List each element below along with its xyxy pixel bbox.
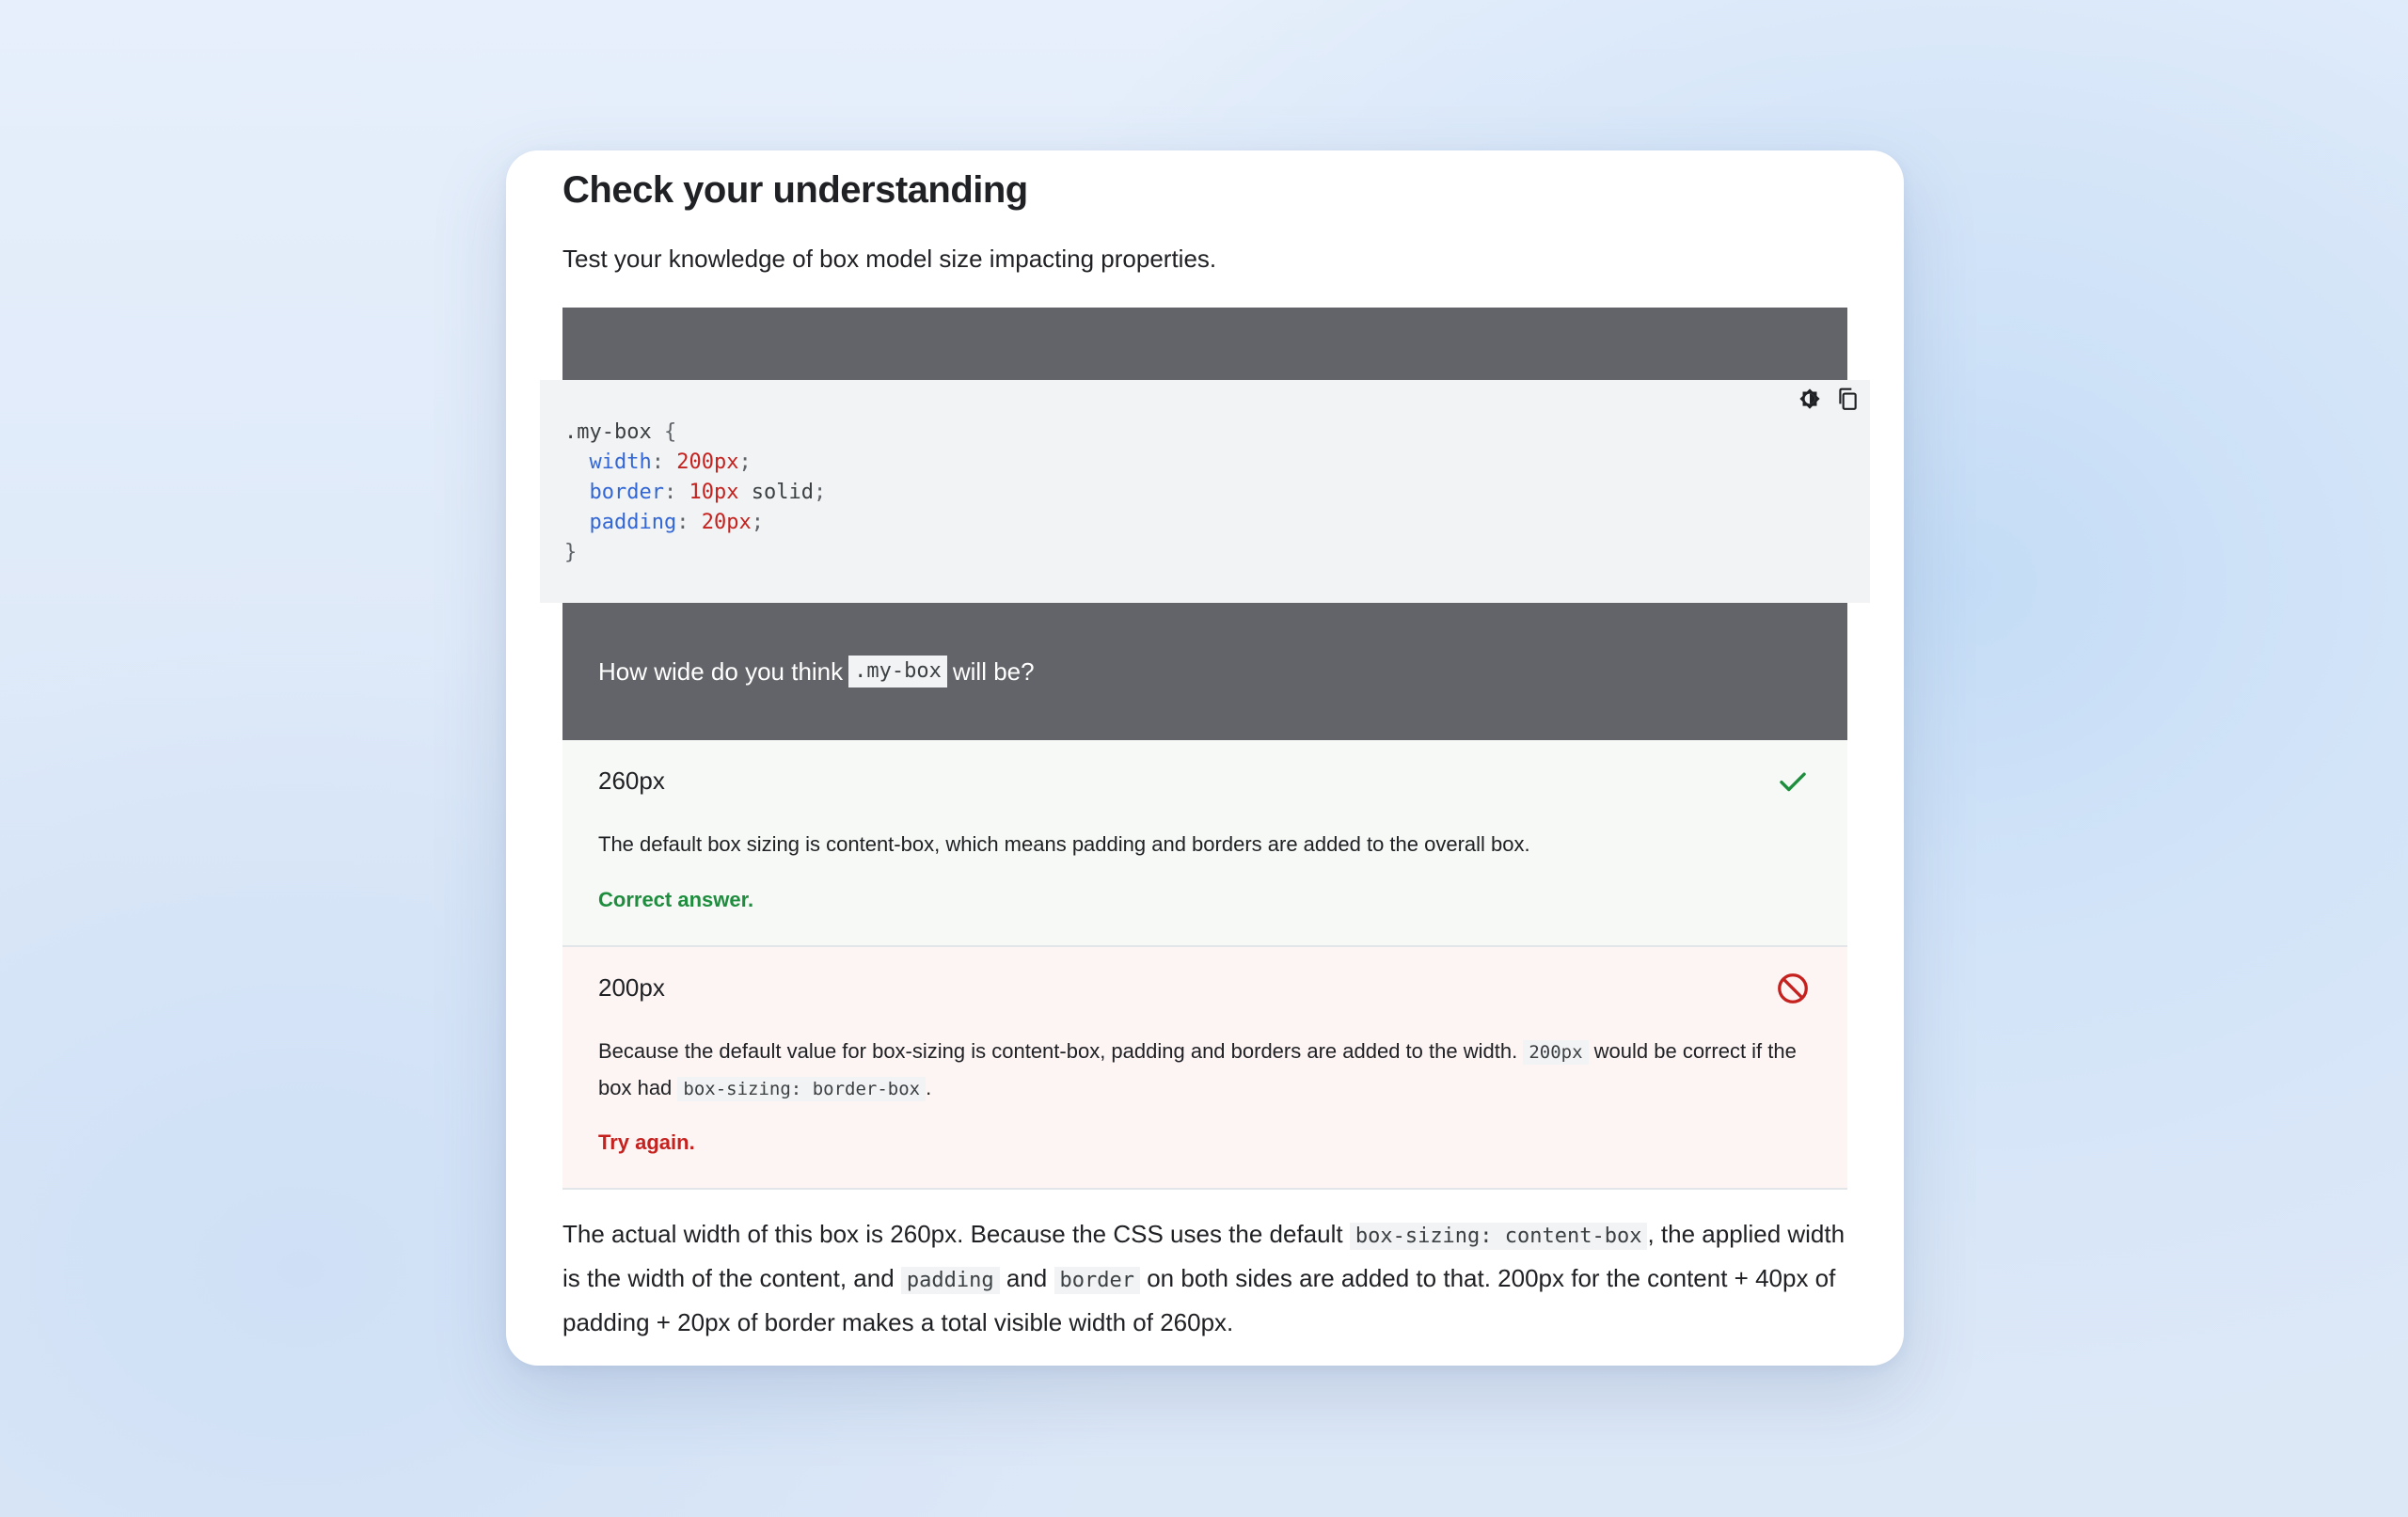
code-property: border	[589, 481, 664, 504]
css-code: .my-box { width: 200px; border: 10px solid; padding: 20px; }	[564, 420, 827, 564]
page-title: Check your understanding	[562, 169, 1028, 211]
option-description: Because the default value for box-sizing is content-box, padding and borders are added to the width. 200px would be correct if the box had box-sizing: border-box .	[598, 1039, 1797, 1099]
checkmark-icon	[1774, 763, 1812, 800]
feedback-correct: Correct answer.	[598, 888, 754, 911]
code-block	[540, 380, 1870, 603]
option-label: 200px	[598, 973, 665, 1002]
answer-explanation: The actual width of this box is 260px. Because the CSS uses the default box-sizing: content-box , the applied width is the width of the content, and padding and border on both sides are added to that. 200px for the content + 40px of padding + 20px of border makes a total visible width of 260px.	[562, 1220, 1846, 1336]
question-band	[562, 603, 1847, 740]
answer-option-correct[interactable]	[562, 740, 1847, 947]
option-description: The default box sizing is content-box, which means padding and borders are added to the overall box.	[598, 832, 1530, 856]
question-prefix: How wide do you think	[598, 656, 844, 686]
inline-code: border	[1054, 1267, 1140, 1294]
code-property: width	[589, 450, 652, 474]
code-value: 20px	[701, 511, 752, 534]
inline-code: box-sizing: border-box	[677, 1077, 926, 1101]
copy-icon[interactable]	[1832, 384, 1862, 414]
question-text	[598, 656, 1035, 687]
inline-code: 200px	[1523, 1040, 1588, 1065]
quiz-subtitle: Test your knowledge of box model size impacting properties.	[562, 245, 1217, 273]
answer-option-incorrect[interactable]	[562, 947, 1847, 1190]
feedback-incorrect: Try again.	[598, 1130, 695, 1154]
code-toolbar	[1795, 384, 1862, 414]
code-selector: .my-box	[564, 420, 652, 444]
inline-code: padding	[901, 1267, 1000, 1294]
option-label: 260px	[598, 766, 665, 795]
code-property: padding	[589, 511, 677, 534]
question-code: .my-box	[848, 656, 947, 687]
theme-toggle-icon[interactable]	[1795, 384, 1825, 414]
code-keyword: solid	[738, 481, 814, 504]
quiz-card	[506, 150, 1904, 1366]
code-value: 200px	[676, 450, 739, 474]
question-suffix: will be?	[952, 656, 1035, 686]
quiz-header-band	[562, 308, 1847, 380]
blocked-icon	[1774, 970, 1812, 1007]
code-value: 10px	[689, 481, 739, 504]
inline-code: box-sizing: content-box	[1350, 1223, 1648, 1250]
